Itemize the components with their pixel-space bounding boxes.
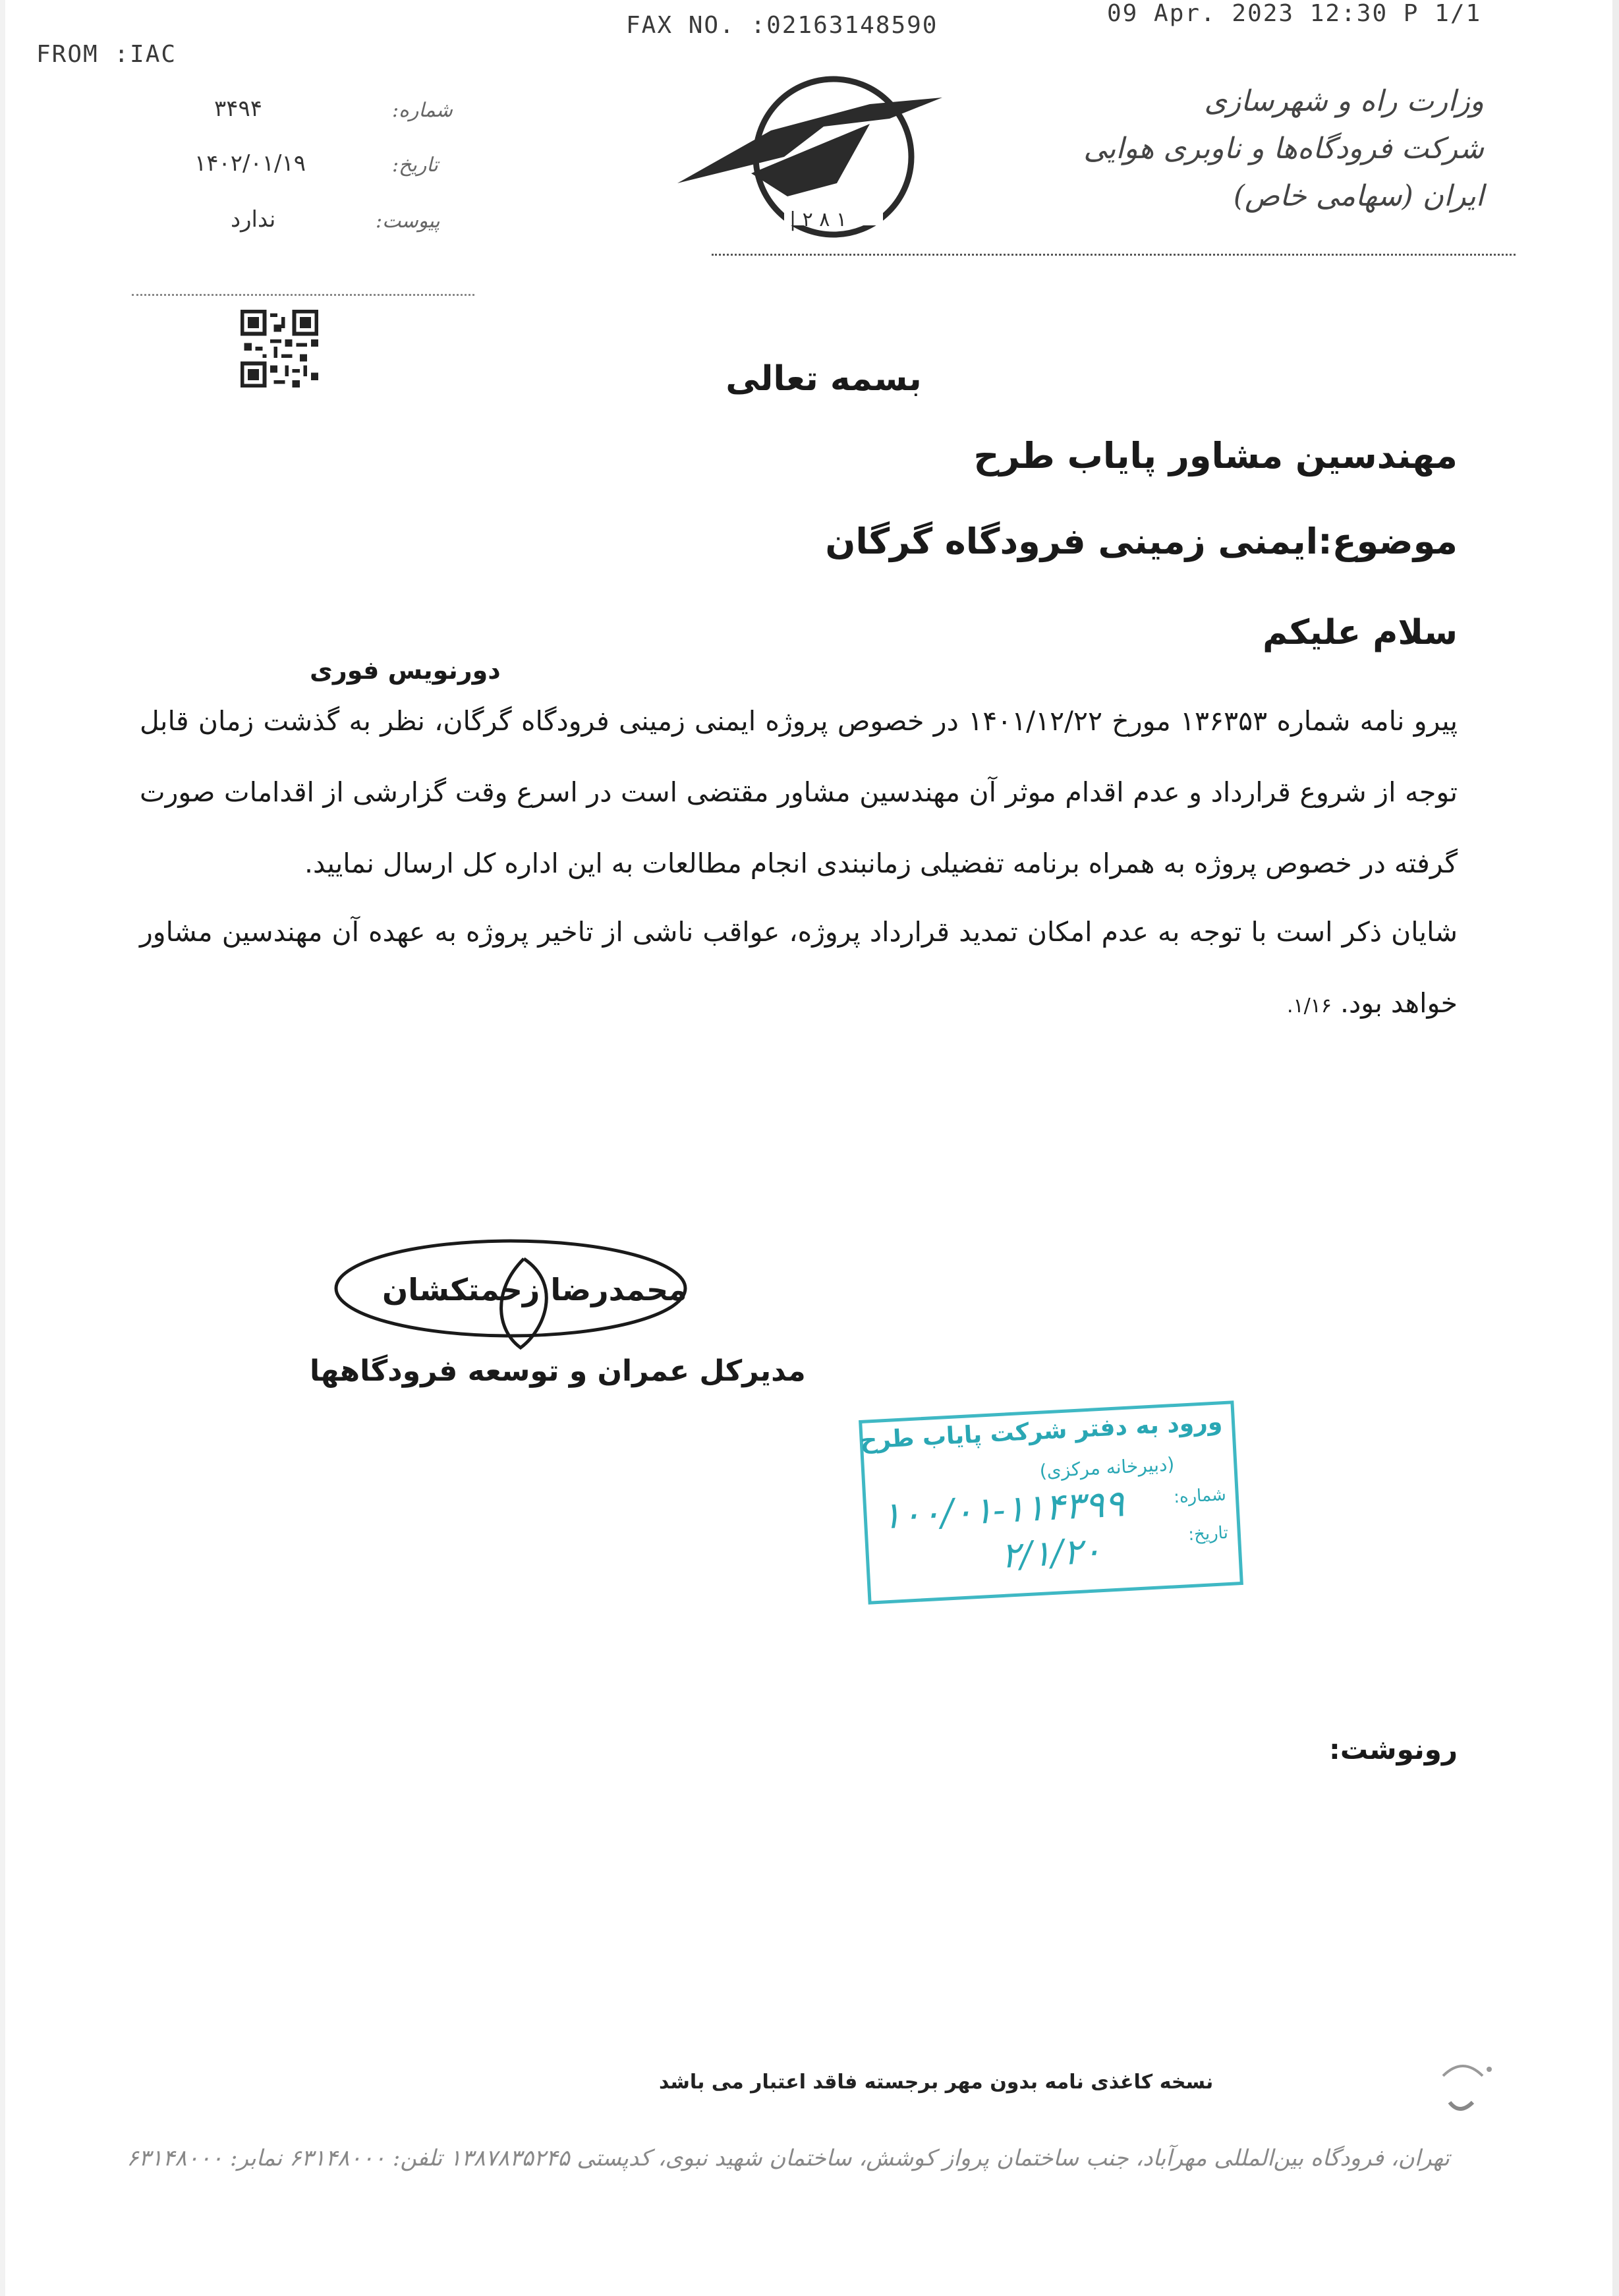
footer-validity-note: نسخه کاغذی نامه بدون مهر برجسته فاقد اعتبار می باشد xyxy=(659,2071,1214,2094)
receipt-stamp xyxy=(859,1400,1243,1604)
signer-title: مدیرکل عمران و توسعه فرودگاهها xyxy=(310,1354,806,1388)
body-paragraph-2-tail: ۱/۱۶. xyxy=(1286,994,1332,1018)
qr-code-icon xyxy=(241,310,318,387)
body-paragraph-1: پیرو نامه شماره ۱۳۶۳۵۳ مورخ ۱۴۰۱/۱۲/۲۲ در خصوص پروژه ایمنی زمینی فرودگاه گرگان، نظر به گذشت زمان قابل توجه از شروع قرارداد و عدم اقدام موثر آن مهندسین مشاور مقتضی است در اسرع وقت گزارشی از اقدامات صورت گرفته در خصوص پروژه به همراه برنامه تفضیلی زمانبندی انجام مطالعات به این اداره کل ارسال نمایید. xyxy=(140,705,1458,879)
letter-date-label: تاریخ: xyxy=(392,154,438,177)
fax-sender: FROM :IAC xyxy=(36,41,177,68)
receipt-date-label: تاریخ: xyxy=(1187,1523,1229,1545)
scan-edge-right xyxy=(1612,0,1619,2296)
organization-ministry: وزارت راه و شهرسازی xyxy=(1204,84,1484,118)
header-divider xyxy=(712,254,1516,256)
fax-number: FAX NO. :02163148590 xyxy=(626,12,938,39)
letter-date-value: ۱۴۰۲/۰۱/۱۹ xyxy=(194,150,306,177)
receipt-number-value: ۱۰۰/۰۱-۱۱۴۳۹۹ xyxy=(880,1482,1125,1538)
greeting: سلام علیکم xyxy=(1263,613,1458,652)
organization-company: شرکت فرودگاه‌ها و ناوبری هوایی ایران (سهامی خاص) xyxy=(1083,132,1484,213)
signer-name: محمدرضا زحمتکشان xyxy=(382,1272,687,1307)
letter-number-label: شماره: xyxy=(392,99,453,122)
receipt-number-label: شماره: xyxy=(1173,1485,1227,1508)
body-paragraph-2-text: شایان ذکر است با توجه به عدم امکان تمدید قرارداد پروژه، عواقب ناشی از تاخیر پروژه به عهده آن مهندسین مشاور خواهد بود. xyxy=(140,916,1458,1019)
receipt-date-value: ۲/۱/۲۰ xyxy=(1000,1530,1102,1577)
bismillah-heading: بسمه تعالی xyxy=(725,359,922,399)
receipt-stamp-title: ورود به دفتر شرکت پایاب طرح xyxy=(859,1408,1224,1455)
body-paragraph-2 xyxy=(140,896,1458,1042)
organization-logo-icon xyxy=(672,58,955,249)
organization-name xyxy=(1023,78,1484,220)
fax-timestamp: 09 Apr. 2023 12:30 P 1/1 xyxy=(1107,0,1482,27)
receipt-stamp-subtitle: (دبیرخانه مرکزی) xyxy=(1038,1453,1176,1482)
footer-address: تهران، فرودگاه بین‌المللی مهرآباد، جنب ساختمان پرواز کوشش، ساختمان شهید نبوی، کدپستی ۱۳۸۷۸۳۵۲۴۵ تلفن: ۶۳۱۴۸۰۰۰ نمابر: ۶۳۱۴۸۰۰۰ xyxy=(127,2145,1450,2171)
cc-label: رونوشت: xyxy=(1329,1733,1458,1765)
letter-attachment-value: ندارد xyxy=(231,206,276,233)
footer-mark-icon xyxy=(1436,2050,1516,2129)
letter-attachment-label: پیوست: xyxy=(376,210,440,233)
letter-number-value: ۳۴۹۴ xyxy=(214,96,263,122)
scan-edge-left xyxy=(0,0,5,2296)
subject-line: موضوع:ایمنی زمینی فرودگاه گرگان xyxy=(825,521,1458,562)
svg-text:| ۲ ۸ ۱: | ۲ ۸ ۱ xyxy=(789,208,847,231)
recipient: مهندسین مشاور پایاب طرح xyxy=(973,435,1458,476)
header-divider-left xyxy=(132,294,474,296)
urgent-fax-note: دورنویس فوری xyxy=(310,656,501,685)
